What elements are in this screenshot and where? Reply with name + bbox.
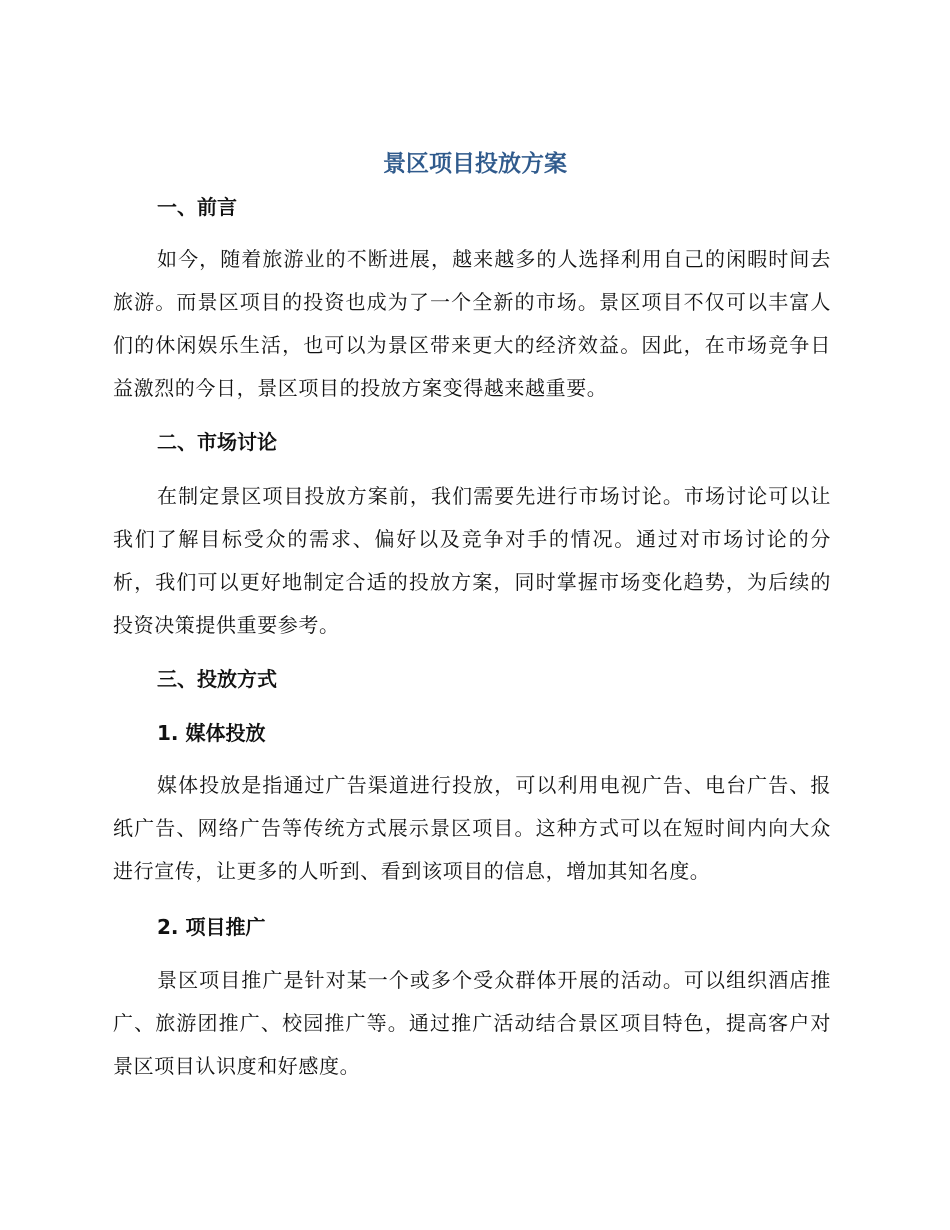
section-heading-market-discussion: 二、市场讨论 [157, 430, 277, 454]
subsection-heading-project-promotion: 2. 项目推广 [157, 915, 266, 939]
section-heading-preface: 一、前言 [157, 195, 237, 219]
section-paragraph-market-discussion: 在制定景区项目投放方案前，我们需要先进行市场讨论。市场讨论可以让我们了解目标受众的需求、偏好以及竞争对手的情况。通过对市场讨论的分析，我们可以更好地制定合适的投放方案，同时掌握市场变化趋势，为后续的投资决策提供重要参考。 [113, 484, 831, 637]
subsection-paragraph-project-promotion: 景区项目推广是针对某一个或多个受众群体开展的活动。可以组织酒店推广、旅游团推广、校园推广等。通过推广活动结合景区项目特色，提高客户对景区项目认识度和好感度。 [113, 968, 831, 1078]
document-title: 景区项目投放方案 [383, 151, 567, 177]
section-paragraph-preface: 如今，随着旅游业的不断进展，越来越多的人选择利用自己的闲暇时间去旅游。而景区项目的投资也成为了一个全新的市场。景区项目不仅可以丰富人们的休闲娱乐生活，也可以为景区带来更大的经济效益。因此，在市场竞争日益激烈的今日，景区项目的投放方案变得越来越重要。 [113, 247, 831, 400]
subsection-heading-media-delivery: 1. 媒体投放 [157, 721, 266, 745]
subsection-paragraph-media-delivery: 媒体投放是指通过广告渠道进行投放，可以利用电视广告、电台广告、报纸广告、网络广告等传统方式展示景区项目。这种方式可以在短时间内向大众进行宣传，让更多的人听到、看到该项目的信息，增加其知名度。 [113, 773, 831, 883]
section-heading-delivery-methods: 三、投放方式 [157, 667, 277, 691]
